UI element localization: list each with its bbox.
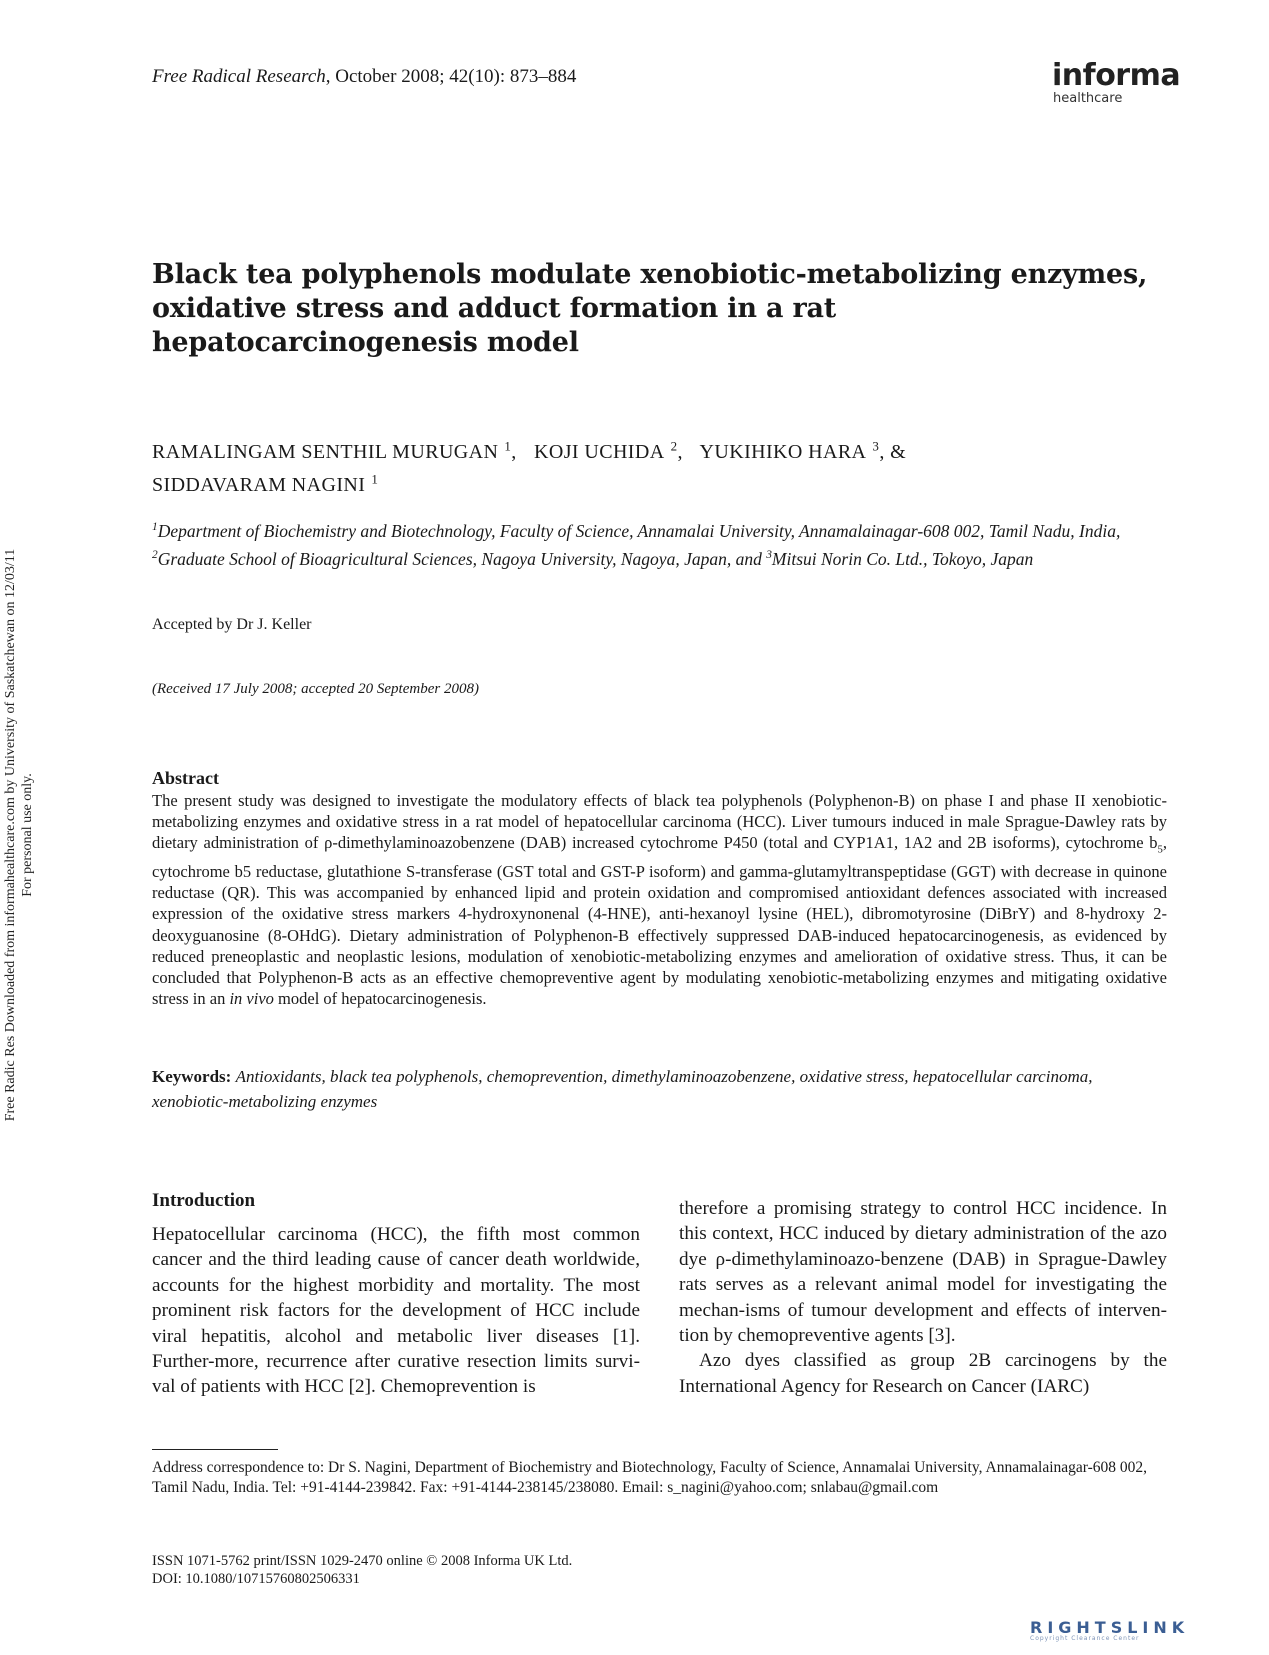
author: KOJI UCHIDA $^2$,	[534, 438, 683, 463]
correspondence-note: Address correspondence to: Dr S. Nagini, Department of Biochemistry and Biotechnology, Faculty of Science, Annamalai University, Annamalainagar-608 002, Tamil Nadu, India. Tel: +91-4144-239842. Fax: +91-4144-238145/238080. Email: s_nagini@yahoo.com; snlabau@gmail.com	[152, 1459, 1148, 1496]
paragraph: Hepatocellular carcinoma (HCC), the fifth most common cancer and the third leading cause of cancer death worldwide, accounts for the highest morbidity and mortality. The most prominent risk factors for the development of HCC include viral hepatitis, alcohol and metabolic liver diseases [1]. Further-more, recurrence after curative resection limits survi-val of patients with HCC [2]. Chemoprevention is	[152, 1224, 640, 1398]
journal-name: Free Radical Research	[152, 66, 326, 87]
abstract-text: The present study was designed to investigate the modulatory effects of black tea polyphenols (Polyphenon-B) on phase I and phase II xenobiotic-metabolizing enzymes and oxidative stress in a rat model of hepatocellular carcinoma (HCC). Liver tumours induced in male Sprague-Dawley rats by dietary administration of ρ-dimethylaminoazobenzene (DAB) increased cytochrome P450 (total and CYP1A1, 1A2 and 2B isoforms), cytochrome $b_5$, cytochrome b5 reductase, glutathione S-transferase (GST total and GST-P isoform) and gamma-glutamyltranspeptidase (GGT) with decrease in quinone reductase (QR). This was accompanied by enhanced lipid and protein oxidation and compromised antioxidant defences associated with increased expression of the oxidative stress markers 4-hydroxynonenal (4-HNE), anti-hexanoyl lysine (HEL), dibromotyrosine (DiBrY) and 8-hydroxy 2-deoxyguanosine (8-OHdG). Dietary administration of Polyphenon-B effectively suppressed DAB-induced hepatocarcinogenesis, as evidenced by reduced preneoplastic and neoplastic lesions, modulation of xenobiotic-metabolizing enzymes and amelioration of oxidative stress. Thus, it can be concluded that Polyphenon-B acts as an effective chemopreventive agent by modulating xenobiotic-metabolizing enzymes and mitigating oxidative stress in an in vivo model of hepatocarcinogenesis.	[152, 791, 1167, 1009]
author: YUKIHIKO HARA $^3$, &	[699, 438, 907, 463]
author-list	[152, 432, 1162, 499]
keywords	[152, 1064, 1167, 1114]
article-title: Black tea polyphenols modulate xenobiotic-metabolizing enzymes, oxidative stress and adduct formation in a rat hepatocarcinogenesis model	[152, 259, 1148, 358]
keywords-label: Keywords:	[152, 1067, 232, 1086]
journal-citation	[152, 66, 576, 88]
publisher-brand: informa	[1052, 58, 1181, 93]
journal-issue: , October 2008; 42(10): 873–884	[325, 66, 577, 87]
intro-column-2	[679, 1196, 1167, 1399]
section-heading-introduction: Introduction	[152, 1190, 256, 1211]
footnote-divider	[152, 1449, 278, 1450]
publisher-sub: healthcare	[1053, 91, 1123, 106]
accepted-by: Accepted by Dr J. Keller	[152, 616, 312, 633]
paragraph: therefore a promising strategy to control HCC incidence. In this context, HCC induced by dietary administration of the azo dye ρ-dimethylaminoazo-benzene (DAB) in Sprague-Dawley rats serves as a relevant animal model for investigating the mechan-isms of tumour development and effects of interven-tion by chemopreventive agents [3].	[679, 1198, 1167, 1347]
affiliations: $^1$Department of Biochemistry and Biotechnology, Faculty of Science, Annamalai University, Annamalainagar-608 002, Tamil Nadu, India, $^2$Graduate School of Bioagricultural Sciences, Nagoya University, Nagoya, Japan, and $^3$Mitsui Norin Co. Ltd., Tokoyo, Japan	[152, 520, 1121, 569]
received-dates: (Received 17 July 2008; accepted 20 September 2008)	[152, 681, 479, 697]
abstract-heading: Abstract	[152, 768, 219, 788]
author: SIDDAVARAM NAGINI $^1$	[152, 471, 379, 497]
rightslink-logo[interactable]: RIGHTSLINK Copyright Clearance Center	[1030, 1618, 1190, 1642]
doi: DOI: 10.1080/10715760802506331	[152, 1571, 360, 1587]
publisher-logo	[1052, 60, 1180, 106]
author: RAMALINGAM SENTHIL MURUGAN $^1$,	[152, 438, 517, 463]
download-watermark: Free Radic Res Downloaded from informahealthcare.com by University of Saskatchewan on 12/03/11 For personal use only.	[3, 548, 35, 1122]
paragraph: Azo dyes classified as group 2B carcinogens by the International Agency for Research on Cancer (IARC)	[679, 1350, 1167, 1397]
keywords-list: Antioxidants, black tea polyphenols, chemoprevention, dimethylaminoazobenzene, oxidative stress, hepatocellular carcinoma, xenobiotic-metabolizing enzymes	[152, 1067, 1093, 1111]
issn: ISSN 1071-5762 print/ISSN 1029-2470 online © 2008 Informa UK Ltd.	[152, 1553, 573, 1569]
intro-column-1	[152, 1222, 640, 1400]
issn-doi	[152, 1552, 572, 1588]
